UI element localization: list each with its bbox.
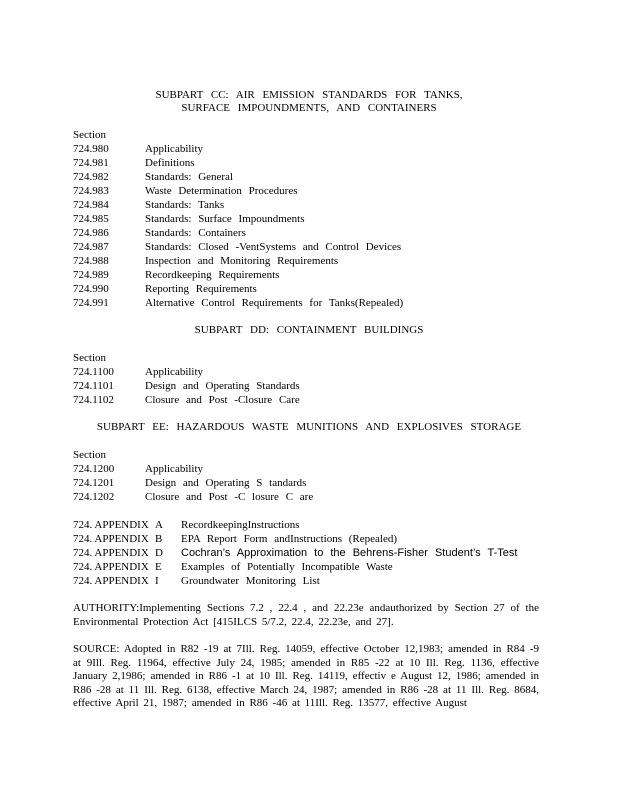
toc-row bbox=[73, 156, 603, 170]
toc-row bbox=[73, 184, 603, 198]
section-number: 724.987 bbox=[73, 241, 109, 253]
section-number: 724.989 bbox=[73, 269, 109, 281]
section-title: Applicability bbox=[145, 143, 204, 155]
appendix-prefix: 724. APPENDIX bbox=[73, 575, 149, 587]
section-number: 724.1100 bbox=[73, 366, 114, 378]
subpart-ee-heading: SUBPART EE: HAZARDOUS WASTE MUNITIONS AND EXPLOSIVES STORAGE bbox=[96, 421, 522, 433]
toc-row bbox=[73, 379, 603, 393]
subpart-dd-heading: SUBPART DD: CONTAINMENT BUILDINGS bbox=[194, 324, 424, 336]
section-title: Reporting Requirements bbox=[145, 283, 257, 295]
section-number: 724.982 bbox=[73, 171, 109, 183]
section-title: Standards: Tanks bbox=[145, 199, 225, 211]
section-title: Applicability bbox=[145, 463, 204, 475]
section-title: Alternative Control Requirements for Tanks(Repealed) bbox=[145, 297, 404, 309]
section-title: Design and Operating Standards bbox=[145, 380, 300, 392]
appendix-prefix: 724. APPENDIX bbox=[73, 561, 149, 573]
appendix-row bbox=[73, 532, 603, 546]
section-title: Applicability bbox=[145, 366, 204, 378]
toc-row bbox=[73, 476, 603, 490]
appendix-letter: B bbox=[155, 533, 163, 545]
toc-row bbox=[73, 365, 603, 379]
appendix-prefix: 724. APPENDIX bbox=[73, 519, 149, 531]
appendix-prefix: 724. APPENDIX bbox=[73, 547, 149, 559]
subpart-ee-section-label: Section bbox=[73, 449, 106, 461]
appendix-title: Cochran’s Approximation to the Behrens-Fisher Student’s T-Test bbox=[181, 547, 518, 559]
appendix-title: Groundwater Monitoring List bbox=[181, 575, 320, 587]
subpart-cc-heading-line1: SUBPART CC: AIR EMISSION STANDARDS FOR TANKS, bbox=[155, 89, 463, 101]
appendix-title: RecordkeepingInstructions bbox=[181, 519, 300, 531]
appendix-row bbox=[73, 518, 603, 532]
section-title: Inspection and Monitoring Requirements bbox=[145, 255, 339, 267]
section-number: 724.986 bbox=[73, 227, 109, 239]
section-title: Waste Determination Procedures bbox=[145, 185, 298, 197]
toc-row bbox=[73, 254, 603, 268]
section-title: Definitions bbox=[145, 157, 195, 169]
subpart-dd-section-label: Section bbox=[73, 352, 106, 364]
section-number: 724.1102 bbox=[73, 394, 114, 406]
authority-paragraph: AUTHORITY:Implementing Sections 7.2 , 22.4 , and 22.23e andauthorized by Section 27 of the Environmental Protection Act [415ILCS 5/7.2, 22.4, 22.23e, and 27]. bbox=[73, 602, 539, 628]
toc-row bbox=[73, 212, 603, 226]
section-number: 724.1101 bbox=[73, 380, 114, 392]
appendix-letter: D bbox=[155, 547, 163, 559]
appendix-letter: E bbox=[155, 561, 162, 573]
section-title: Design and Operating S tandards bbox=[145, 477, 307, 489]
section-title: Closure and Post -Closure Care bbox=[145, 394, 300, 406]
section-title: Standards: Closed -VentSystems and Control Devices bbox=[145, 241, 402, 253]
toc-row bbox=[73, 462, 603, 476]
appendix-row bbox=[73, 574, 603, 588]
section-title: Standards: Containers bbox=[145, 227, 246, 239]
toc-row bbox=[73, 282, 603, 296]
appendix-row bbox=[73, 546, 603, 560]
toc-row bbox=[73, 490, 603, 504]
subpart-cc-heading-line2: SURFACE IMPOUNDMENTS, AND CONTAINERS bbox=[181, 102, 437, 114]
appendix-title: EPA Report Form andInstructions (Repealed) bbox=[181, 533, 398, 545]
toc-row bbox=[73, 170, 603, 184]
section-number: 724.1202 bbox=[73, 491, 115, 503]
appendix-row bbox=[73, 560, 603, 574]
section-number: 724.983 bbox=[73, 185, 109, 197]
section-title: Standards: Surface Impoundments bbox=[145, 213, 305, 225]
section-number: 724.980 bbox=[73, 143, 109, 155]
section-number: 724.1200 bbox=[73, 463, 115, 475]
appendix-prefix: 724. APPENDIX bbox=[73, 533, 149, 545]
toc-row bbox=[73, 268, 603, 282]
section-title: Closure and Post -C losure C are bbox=[145, 491, 314, 503]
toc-row bbox=[73, 240, 603, 254]
appendix-letter: I bbox=[155, 575, 159, 587]
appendix-letter: A bbox=[155, 519, 163, 531]
subpart-cc-section-label: Section bbox=[73, 129, 106, 141]
section-number: 724.1201 bbox=[73, 477, 115, 489]
section-number: 724.991 bbox=[73, 297, 109, 309]
section-number: 724.981 bbox=[73, 157, 109, 169]
toc-row bbox=[73, 198, 603, 212]
toc-row bbox=[73, 296, 603, 310]
source-paragraph: SOURCE: Adopted in R82 -19 at 7Ill. Reg. 14059, effective October 12,1983; amended in R84 -9 at 9Ill. Reg. 11964, effective July 24, 1985; amended in R85 -22 at 10 Ill. Reg. 1136, effective January 2,1986; amended in R86 -1 at 10 Ill. Reg. 14119, effectiv e August 12, 1986; amended in R86 -28 at 11 Ill. Reg. 6138, effective March 24, 1987; amended in R86 -28 at 11 Ill. Reg. 8684, effective April 21, 1987; amended in R86 -46 at 11Ill. Reg. 13577, effective August bbox=[73, 643, 539, 710]
toc-row bbox=[73, 226, 603, 240]
section-number: 724.985 bbox=[73, 213, 109, 225]
section-number: 724.990 bbox=[73, 283, 109, 295]
section-number: 724.984 bbox=[73, 199, 109, 211]
toc-row bbox=[73, 393, 603, 407]
toc-row bbox=[73, 142, 603, 156]
section-number: 724.988 bbox=[73, 255, 109, 267]
appendix-title: Examples of Potentially Incompatible Waste bbox=[181, 561, 393, 573]
section-title: Recordkeeping Requirements bbox=[145, 269, 280, 281]
section-title: Standards: General bbox=[145, 171, 233, 183]
